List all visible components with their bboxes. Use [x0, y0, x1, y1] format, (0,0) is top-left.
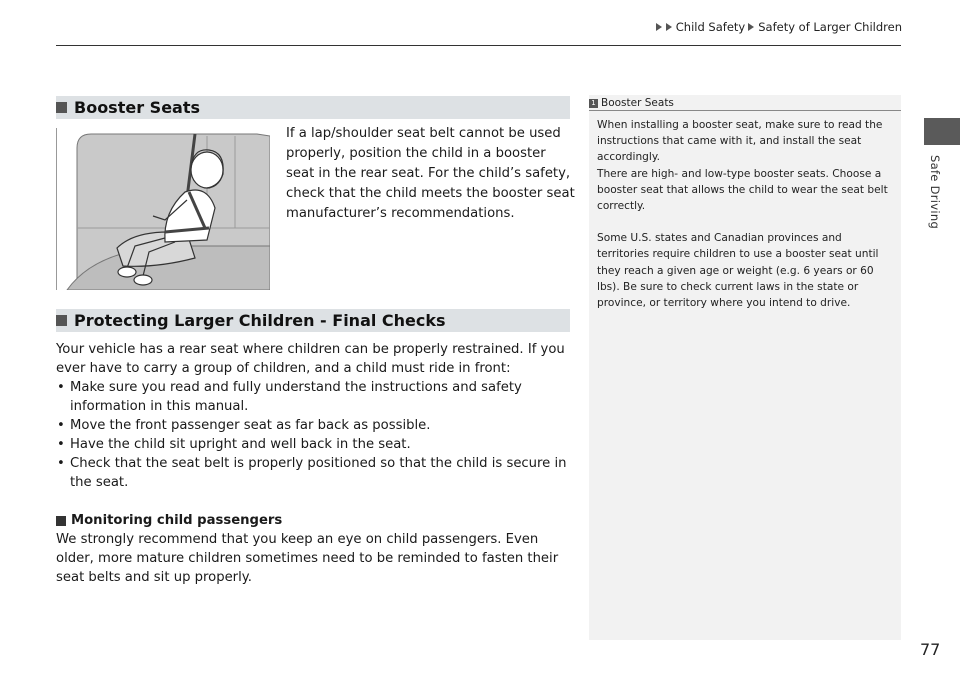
reference-badge-icon: 1	[589, 99, 598, 108]
final-checks-list	[56, 378, 572, 492]
breadcrumb-item-child-safety[interactable]: Child Safety	[675, 20, 746, 34]
side-note-paragraph: When installing a booster seat, make sure to read the instructions that came with it, and install the seat accordingly.	[597, 119, 883, 164]
breadcrumb-arrow-icon	[748, 23, 754, 31]
square-bullet-icon	[56, 102, 67, 113]
chapter-tab-marker	[924, 118, 960, 145]
square-bullet-icon	[56, 516, 66, 526]
chapter-tab-label: Safe Driving	[928, 155, 942, 230]
final-checks-intro: Your vehicle has a rear seat where children can be properly restrained. If you ever have to carry a group of children, and a child must ride in front:	[56, 342, 565, 376]
side-note-rule	[589, 110, 901, 111]
section-heading-final-checks	[56, 309, 570, 332]
breadcrumb-item-current: Safety of Larger Children	[758, 20, 902, 34]
list-item: • Move the front passenger seat as far back as possible.	[56, 416, 572, 435]
list-item: • Check that the seat belt is properly positioned so that the child is secure in the seat.	[56, 454, 572, 492]
side-note-paragraph: There are high- and low-type booster seats. Choose a booster seat that allows the child to wear the seat belt correctly.	[597, 167, 888, 213]
side-note-title	[589, 97, 901, 109]
side-note-text	[597, 117, 893, 311]
section-title: Protecting Larger Children - Final Checks	[74, 311, 446, 330]
booster-seats-intro: If a lap/shoulder seat belt cannot be used properly, position the child in a booster seat in the rear seat. For the child’s safety, check that the child meets the booster seat manufacturer’s recommendations.	[286, 126, 575, 221]
monitoring-subheading	[56, 511, 572, 530]
square-bullet-icon	[56, 315, 67, 326]
breadcrumb	[656, 20, 902, 34]
side-note-title-text: Booster Seats	[601, 97, 674, 109]
booster-seat-illustration	[56, 128, 270, 290]
child-in-booster-seat-image	[57, 128, 270, 290]
subheading-title: Monitoring child passengers	[71, 513, 283, 528]
breadcrumb-arrow-icon	[656, 23, 662, 31]
monitoring-text: We strongly recommend that you keep an eye on child passengers. Even older, more mature children sometimes need to be reminded to fasten their seat belts and sit up properly.	[56, 532, 559, 585]
list-item: • Make sure you read and fully understand the instructions and safety information in this manual.	[56, 378, 572, 416]
breadcrumb-arrow-icon	[666, 23, 672, 31]
header-rule	[56, 45, 901, 46]
section-title: Booster Seats	[74, 98, 201, 117]
side-note-paragraph: Some U.S. states and Canadian provinces and territories require children to use a booster seat until they reach a given age or weight (e.g. 6 years or 60 lbs). Be sure to check current laws in the state or province, or territory where you intend to drive.	[597, 232, 879, 310]
final-checks-body	[56, 340, 572, 587]
page-number: 77	[920, 640, 941, 659]
section-heading-booster-seats	[56, 96, 570, 119]
list-item: • Have the child sit upright and well back in the seat.	[56, 435, 572, 454]
